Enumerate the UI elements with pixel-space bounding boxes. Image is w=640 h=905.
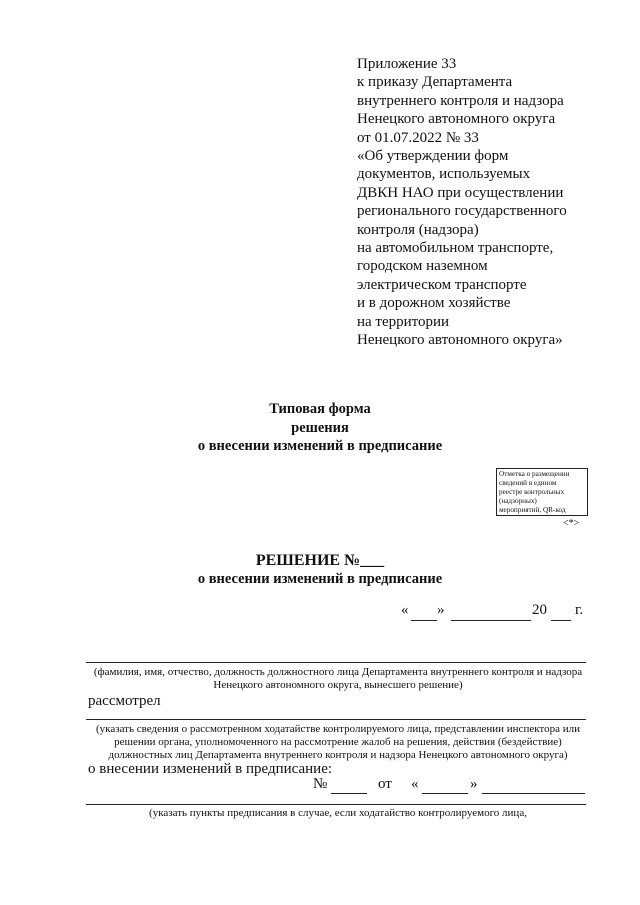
qr-footnote: <*> <box>563 518 580 529</box>
caption-points-line: (указать пункты предписания в случае, если ходатайство контролируемого лица, <box>149 807 527 819</box>
date-year-suffix: г. <box>575 602 584 618</box>
qr-code-box <box>496 468 588 516</box>
caption-petition <box>88 723 588 763</box>
caption-official <box>88 666 588 692</box>
caption-official-line: Ненецкого автономного округа, вынесшего решение) <box>213 679 463 692</box>
decision-title: РЕШЕНИЕ №___ <box>255 552 385 569</box>
date-day-blank[interactable] <box>411 620 437 621</box>
appendix-line: документов, используемых <box>357 166 531 183</box>
reviewed-label: рассмотрел <box>88 693 161 709</box>
prescription-open-quote: « <box>411 776 419 792</box>
date-year-blank[interactable] <box>551 620 571 621</box>
caption-petition-line: решении органа, уполномоченного на рассмотрение жалоб на решения, действия (бездействие) <box>114 736 562 749</box>
appendix-line: контроля (надзора) <box>357 221 479 238</box>
caption-official-line: (фамилия, имя, отчество, должность должностного лица Департамента внутреннего контроля и надзора <box>93 666 583 678</box>
form-title-line3: о внесении изменений в предписание <box>197 438 443 454</box>
official-name-blank[interactable] <box>86 662 586 663</box>
appendix-line: регионального государственного <box>357 203 567 220</box>
qr-box-line: сведений в едином <box>499 479 557 487</box>
appendix-line: Ненецкого автономного округа» <box>357 332 563 349</box>
caption-petition-line: (указать сведения о рассмотренном ходатайстве контролируемого лица, представлении инспектора или <box>96 723 580 735</box>
points-blank[interactable] <box>86 804 586 805</box>
qr-box-line: реестре контрольных <box>499 488 565 496</box>
appendix-line: от 01.07.2022 № 33 <box>357 129 479 146</box>
appendix-line: ДВКН НАО при осуществлении <box>357 184 564 201</box>
date-month-blank[interactable] <box>451 620 531 621</box>
caption-points <box>88 807 588 820</box>
appendix-line: Приложение 33 <box>357 56 457 72</box>
prescription-day-blank[interactable] <box>422 793 468 794</box>
form-title-line2: решения <box>291 420 349 436</box>
caption-petition-line: должностных лиц Департамента внутреннего контроля и надзора Ненецкого автономного округа) <box>108 749 568 762</box>
appendix-line: и в дорожном хозяйстве <box>357 295 511 312</box>
form-title-line1: Типовая форма <box>269 401 371 417</box>
date-open-quote: « <box>401 602 409 618</box>
appendix-line: «Об утверждении форм <box>357 148 509 165</box>
prescription-number-blank[interactable] <box>331 793 367 794</box>
appendix-line: электрическом транспорте <box>357 276 527 293</box>
amend-label: о внесении изменений в предписание: <box>88 761 333 777</box>
prescription-number-sign: № <box>313 776 328 792</box>
appendix-block <box>357 55 567 350</box>
date-year-prefix: 20 <box>532 602 547 618</box>
appendix-line: внутреннего контроля и надзора <box>357 92 564 109</box>
petition-info-blank[interactable] <box>86 719 586 720</box>
decision-subtitle: о внесении изменений в предписание <box>197 571 443 587</box>
prescription-date-blank[interactable] <box>482 793 585 794</box>
qr-box-line: Отметка о размещении <box>499 470 570 478</box>
appendix-line: на территории <box>357 313 450 330</box>
appendix-line: на автомобильном транспорте, <box>357 240 554 257</box>
qr-box-line: мероприятий, QR-код <box>499 506 566 514</box>
appendix-line: к приказу Департамента <box>357 74 513 91</box>
appendix-line: городском наземном <box>357 258 488 275</box>
prescription-from-label: от <box>378 776 392 792</box>
prescription-close-quote: » <box>470 776 478 792</box>
date-close-quote: » <box>437 602 445 618</box>
qr-box-line: (надзорных) <box>499 497 537 505</box>
appendix-line: Ненецкого автономного округа <box>357 111 556 128</box>
